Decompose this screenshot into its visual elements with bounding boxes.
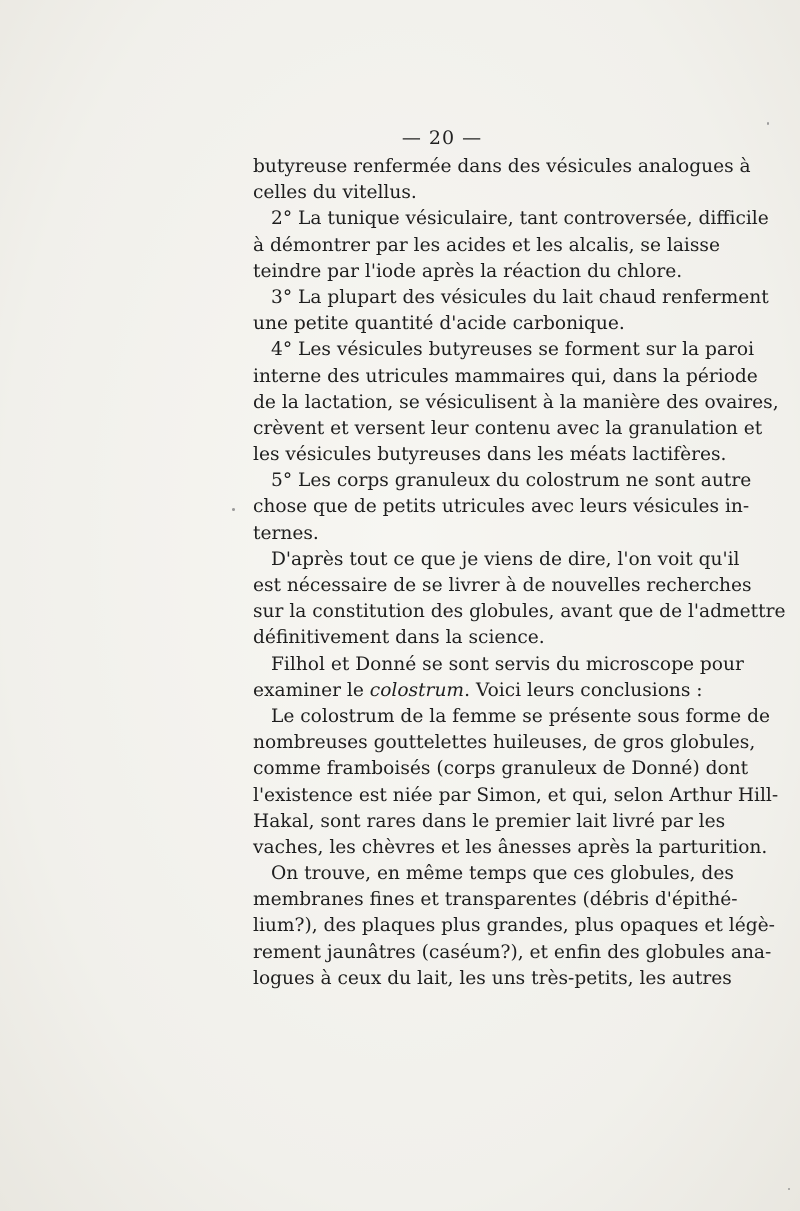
text-line: celles du vitellus. (253, 182, 417, 204)
body-text (253, 154, 786, 992)
text-line: est nécessaire de se livrer à de nouvelles recherches (253, 575, 752, 596)
text-line: à démontrer par les acides et les alcalis, se laisse (253, 234, 720, 256)
text-line: ternes. (253, 522, 319, 544)
text-line: une petite quantité d'acide carbonique. (253, 313, 625, 335)
paragraph-block-2 (253, 704, 779, 992)
text-line: 4° Les vésicules butyreuses se forment sur la paroi (271, 339, 755, 361)
text-line: définitivement dans la science. (253, 627, 545, 649)
paragraph-block-1 (253, 154, 786, 652)
paper-speck (788, 1188, 790, 1190)
text-line: Hakal, sont rares dans le premier lait livré par les (253, 810, 726, 832)
text-line: de la lactation, se vésiculisent à la manière des ovaires, (253, 391, 779, 413)
text-line: logues à ceux du lait, les uns très-petits, les autres (253, 967, 732, 989)
colostrum-italic: colostrum (369, 679, 465, 701)
text-line: D'après tout ce que je viens de dire, l'on voit qu'il (271, 548, 740, 570)
text-line: rement jaunâtres (caséum?), et enfin des globules ana- (253, 941, 772, 963)
text-line: On trouve, en même temps que ces globules, des (271, 863, 734, 885)
text-line: Le colostrum de la femme se présente sous forme de (271, 705, 770, 727)
text-line: sur la constitution des globules, avant que de l'admettre (253, 601, 786, 623)
text-line: lium?), des plaques plus grandes, plus opaques et légè- (253, 915, 775, 937)
text-line: 3° La plupart des vésicules du lait chaud renferment (271, 286, 769, 308)
text-line: comme framboisés (corps granuleux de Donné) dont (253, 758, 749, 780)
text-line: membranes fines et transparentes (débris d'épithé- (253, 889, 738, 911)
paper-speck (767, 122, 769, 125)
text-line: 2° La tunique vésiculaire, tant controversée, difficile (271, 208, 769, 230)
text-line: teindre par l'iode après la réaction du chlore. (253, 260, 683, 282)
text-line: butyreuse renfermée dans des vésicules analogues à (253, 156, 751, 177)
text-line: crèvent et versent leur contenu avec la granulation et (253, 417, 763, 439)
text-line: l'existence est niée par Simon, et qui, selon Arthur Hill- (253, 784, 779, 806)
text-line-filhol: Filhol et Donné se sont servis du microscope pour (271, 653, 744, 675)
paper-speck (232, 508, 235, 511)
conclusions-text: . Voici leurs conclusions : (464, 679, 703, 701)
text-line: interne des utricules mammaires qui, dans la période (253, 365, 758, 387)
page-number: — 20 — (401, 127, 483, 149)
text-line: 5° Les corps granuleux du colostrum ne sont autre (271, 470, 752, 492)
text-line: chose que de petits utricules avec leurs vésicules in- (253, 496, 750, 518)
text-line: vaches, les chèvres et les ânesses après la parturition. (253, 836, 768, 858)
text-line: nombreuses gouttelettes huileuses, de gros globules, (253, 732, 756, 754)
text-line-examiner (253, 678, 703, 704)
text-line: les vésicules butyreuses dans les méats lactifères. (253, 444, 727, 466)
examiner-text: examiner le (253, 679, 370, 701)
